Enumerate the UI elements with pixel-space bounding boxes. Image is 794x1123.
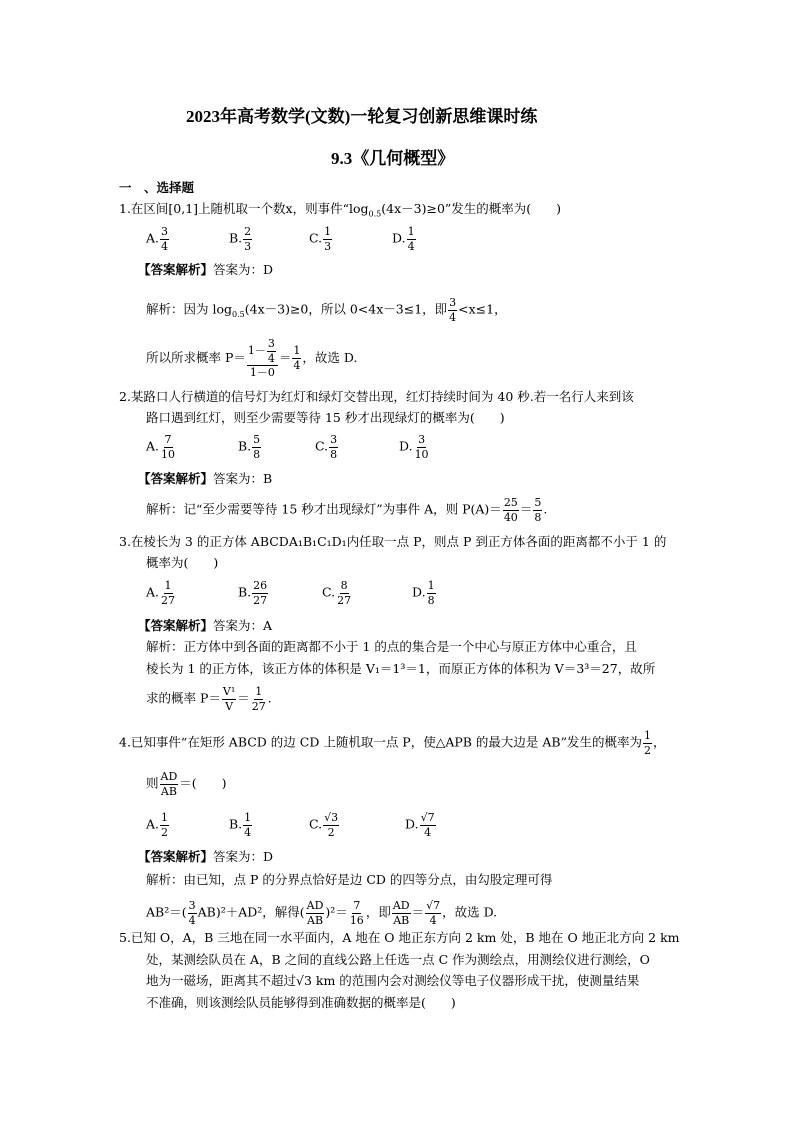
q1-option-b: B. $\frac{2}{3}$: [229, 225, 252, 253]
page-title: 2023年高考数学(文数)一轮复习创新思维课时练: [186, 107, 538, 126]
q1-solution-line2: 所以所求概率 P＝ 1－ $\frac{3}{4}$ 1－0 ＝ $\frac{1}{4}$ ，故选 D.: [146, 337, 358, 380]
q2-solution: 解析：记“至少需要等待 15 秒才出现绿灯”为事件 A，则 P(A)＝ $\frac{25}{40}$ ＝ $\frac{5}{8}$ .: [146, 496, 548, 524]
q2-option-b: B. $\frac{5}{8}$: [238, 433, 261, 461]
q2-option-d: D. $\frac{3}{10}$: [399, 433, 429, 461]
q3-option-d: D. $\frac{1}{8}$: [412, 579, 435, 607]
q5-stem-line2: 处，某测绘队员在 A，B 之间的直线公路上任选一点 C 作为测绘点，用测绘仪进行测绘，O: [146, 952, 650, 967]
q3-stem-line2: 概率为( ): [146, 555, 219, 570]
q3-option-c: C. $\frac{8}{27}$: [322, 579, 352, 607]
q2-option-a: A. $\frac{7}{10}$: [146, 433, 176, 461]
q1-answer: 【答案解析】答案为：D: [138, 262, 274, 277]
q4-stem-line2: 则 $\frac{AD}{AB}$ ＝( ): [146, 770, 227, 798]
q4-stem-line1: 4.已知事件“在矩形 ABCD 的边 CD 上随机取一点 P，使△APB 的最大边是 AB”发生的概率为 $\frac{1}{2}$ ，: [119, 729, 666, 757]
section-heading: 一 、选择题: [119, 180, 195, 195]
q2-option-c: C. $\frac{3}{8}$: [315, 433, 338, 461]
q5-stem-line1: 5.已知 O，A，B 三地在同一水平面内，A 地在 O 地正东方向 2 km 处，B 地在 O 地正北方向 2 km: [119, 930, 680, 945]
q4-option-b: B. $\frac{1}{4}$: [229, 811, 252, 839]
q3-stem-line1: 3.在棱长为 3 的正方体 ABCDA₁B₁C₁D₁内任取一点 P，则点 P 到正方体各面的距离都不小于 1 的: [119, 534, 667, 549]
q3-solution-line1: 解析：正方体中到各面的距离都不小于 1 的点的集合是一个中心与原正方体中心重合，且: [146, 639, 637, 654]
q1-solution-line1: 解析：因为 $\log_{0.5}(4x-3)\ge 0$，所以 0<4x－3≤1，即 $\frac{3}{4}$ <x≤1，: [146, 296, 507, 324]
q4-option-c: C. $\frac{√3}{2}$: [309, 811, 339, 839]
q1-option-a: A. $\frac{3}{4}$: [146, 225, 169, 253]
q4-answer: 【答案解析】答案为：D: [138, 849, 274, 864]
q1-option-d: D. $\frac{1}{4}$: [392, 225, 415, 253]
q4-option-a: A. $\frac{1}{2}$: [146, 811, 169, 839]
q3-option-a: A. $\frac{1}{27}$: [146, 579, 176, 607]
q5-stem-line3: 地为一磁场，距离其不超过√3 km 的范围内会对测绘仪等电子仪器形成干扰，使测量结果: [146, 973, 640, 988]
page-subtitle: 9.3《几何概型》: [331, 149, 455, 168]
q3-option-b: B. $\frac{26}{27}$: [238, 579, 268, 607]
q4-solution-line2: AB²＝( $\frac{3}{4}$ AB)²＋AD²，解得( $\frac{AD}{AB}$ )²＝ $\frac{7}{16}$ ，即 $\frac{AD}{AB}$ ＝ $\frac{√7}{4}$ ，故选 D.: [146, 899, 498, 927]
q4-option-d: D. $\frac{√7}{4}$: [405, 811, 435, 839]
q2-answer: 【答案解析】答案为：B: [138, 471, 273, 486]
q2-stem-line1: 2.某路口人行横道的信号灯为红灯和绿灯交替出现，红灯持续时间为 40 秒.若一名行人来到该: [119, 389, 634, 404]
q3-solution-line2: 棱长为 1 的正方体，该正方体的体积是 V₁＝1³＝1，而原正方体的体积为 V＝3³＝27，故所: [146, 661, 656, 676]
q2-stem-line2: 路口遇到红灯，则至少需要等待 15 秒才出现绿灯的概率为( ): [146, 410, 505, 425]
q3-answer: 【答案解析】答案为：A: [138, 618, 273, 633]
q5-stem-line4: 不准确，则该测绘队员能够得到准确数据的概率是( ): [146, 995, 456, 1010]
q1-option-c: C. $\frac{1}{3}$: [309, 225, 332, 253]
q1-stem: 1.在区间[0,1]上随机取一个数x，则事件“$\log_{0.5}(4x-3)\ge 0$”发生的概率为( ): [119, 201, 562, 219]
q3-solution-line3: 求的概率 P＝ $\frac{\text{V¹}}{V}$ ＝ $\frac{1}{27}$ .: [146, 685, 272, 713]
q4-solution-line1: 解析：由已知，点 P 的分界点恰好是边 CD 的四等分点，由勾股定理可得: [146, 872, 553, 887]
